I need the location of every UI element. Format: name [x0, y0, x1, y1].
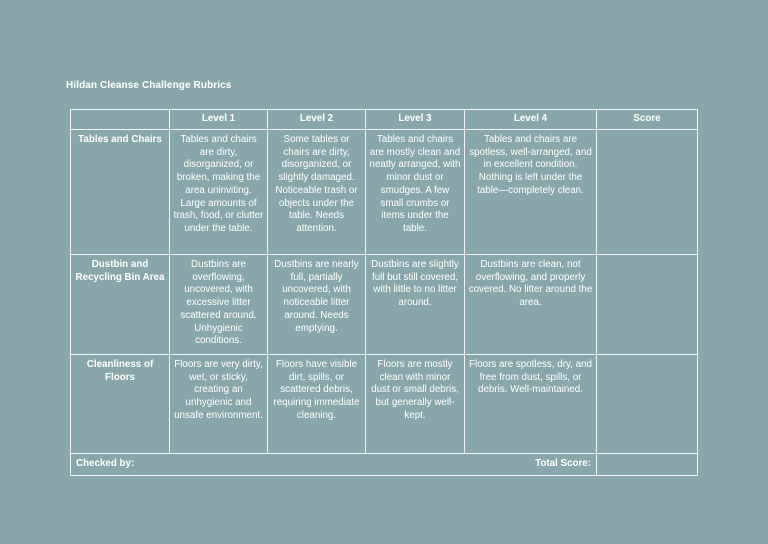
criterion-cell: Dustbin and Recycling Bin Area: [71, 255, 170, 355]
level-4-cell: Dustbins are clean, not overflowing, and properly covered. No litter around the area.: [465, 255, 597, 355]
document-title: Hildan Cleanse Challenge Rubrics: [66, 80, 232, 91]
table-row: [71, 130, 698, 255]
table-row: [71, 255, 698, 355]
total-score-label: Total Score:: [535, 458, 591, 470]
score-cell[interactable]: [597, 255, 698, 355]
level-2-cell: Dustbins are nearly full, partially uncovered, with noticeable litter around. Needs emptying.: [268, 255, 366, 355]
criterion-cell: Tables and Chairs: [71, 130, 170, 255]
level-1-cell: Dustbins are overflowing, uncovered, with excessive litter scattered around. Unhygienic conditions.: [170, 255, 268, 355]
header-score: Score: [597, 110, 698, 130]
table-header-row: [71, 110, 698, 130]
table-row: [71, 355, 698, 454]
score-cell[interactable]: [597, 355, 698, 454]
level-3-cell: Floors are mostly clean with minor dust or small debris, but generally well-kept.: [366, 355, 465, 454]
header-level-2: Level 2: [268, 110, 366, 130]
score-cell[interactable]: [597, 130, 698, 255]
table-footer-row: [71, 454, 698, 476]
level-4-cell: Tables and chairs are spotless, well-arranged, and in excellent condition. Nothing is left under the table—completely clean.: [465, 130, 597, 255]
total-score-cell[interactable]: [597, 454, 698, 476]
level-1-cell: Tables and chairs are dirty, disorganized, or broken, making the area uninviting. Large amounts of trash, food, or clutter under the table.: [170, 130, 268, 255]
level-3-cell: Tables and chairs are mostly clean and neatly arranged, with minor dust or smudges. A few small crumbs or items under the table.: [366, 130, 465, 255]
header-criteria: [71, 110, 170, 130]
header-level-3: Level 3: [366, 110, 465, 130]
level-3-cell: Dustbins are slightly full but still covered, with little to no litter around.: [366, 255, 465, 355]
level-4-cell: Floors are spotless, dry, and free from dust, spills, or debris. Well-maintained.: [465, 355, 597, 454]
level-2-cell: Some tables or chairs are dirty, disorganized, or slightly damaged. Noticeable trash or objects under the table. Needs attention.: [268, 130, 366, 255]
checked-by-label: Checked by:: [76, 458, 135, 470]
level-2-cell: Floors have visible dirt, spills, or scattered debris, requiring immediate cleaning.: [268, 355, 366, 454]
rubric-table: [70, 109, 698, 476]
level-1-cell: Floors are very dirty, wet, or sticky, creating an unhygienic and unsafe environment.: [170, 355, 268, 454]
header-level-4: Level 4: [465, 110, 597, 130]
header-level-1: Level 1: [170, 110, 268, 130]
footer-labels-cell: [71, 454, 597, 476]
criterion-cell: Cleanliness of Floors: [71, 355, 170, 454]
